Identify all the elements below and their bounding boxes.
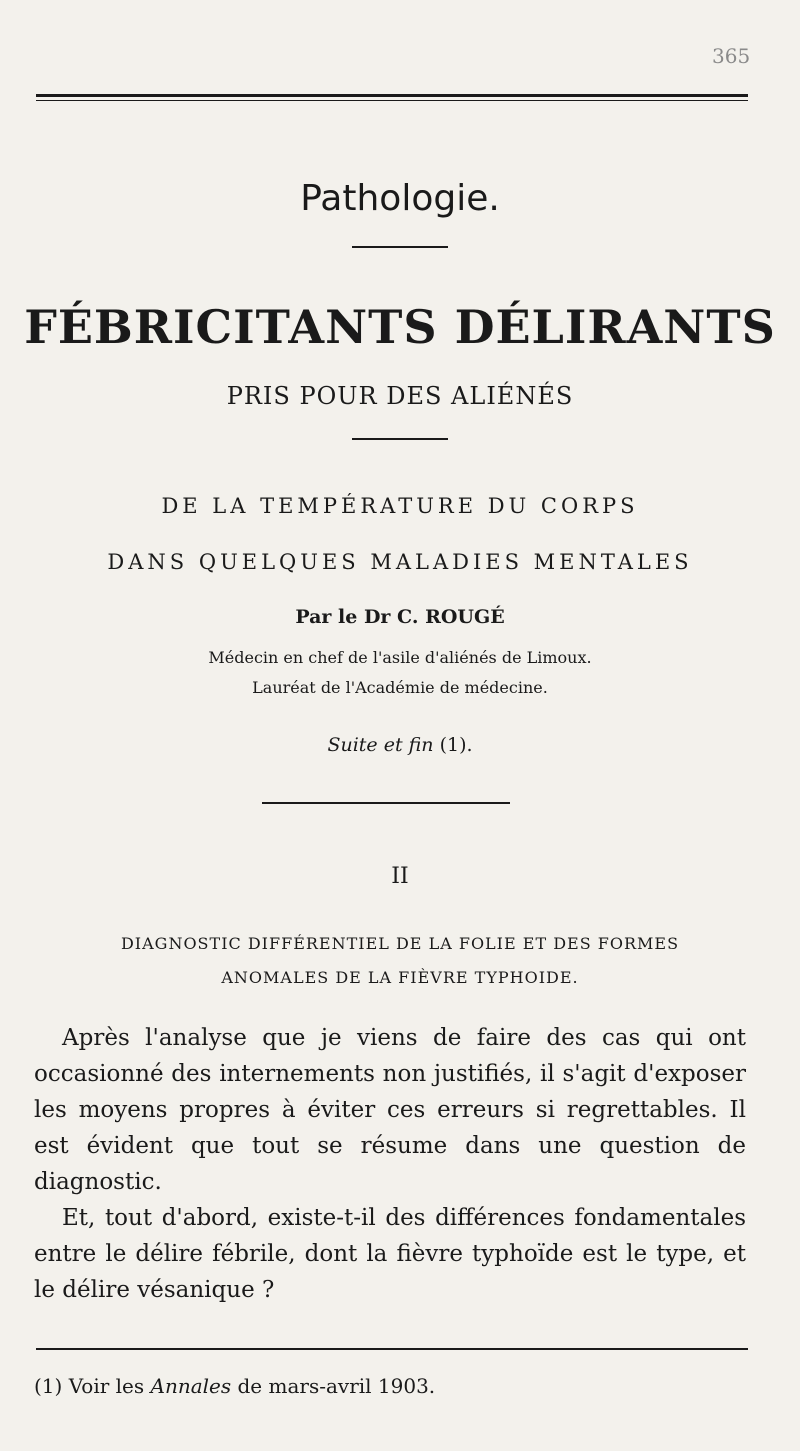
paragraph: Après l'analyse que je viens de faire des cas qui ont occasionné des internements non justifiés, il s'agit d'exposer les moyens propres à éviter ces erreurs si regrettables. Il est évident que tout se résume dans une question de diagnostic. [34,1025,746,1195]
divider [352,438,448,440]
footnote-journal: Annales [150,1374,232,1398]
page-number: 365 [712,44,751,68]
chapter-number: II [391,864,409,889]
header-rule-thin [36,100,748,101]
divider [262,802,510,804]
footnote-suffix: de mars-avril 1903. [237,1374,436,1398]
author-award: Lauréat de l'Académie de médecine. [252,678,548,697]
footnote [34,1374,435,1398]
author-affiliation: Médecin en chef de l'asile d'aliénés de Limoux. [208,648,592,667]
footnote-ref: (1). [439,734,473,756]
article-subtitle: PRIS POUR DES ALIÉNÉS [226,382,574,410]
author-byline: Par le Dr C. ROUGÉ [295,606,505,628]
chapter-heading-line-1: DIAGNOSTIC DIFFÉRENTIEL DE LA FOLIE ET DES FORMES [120,934,680,953]
divider [352,246,448,248]
paragraph: Et, tout d'abord, existe-t-il des différences fondamentales entre le délire fébrile, dont la fièvre typhoïde est le type, et le délire vésanique ? [34,1205,746,1303]
footnote-rule [36,1348,748,1350]
body-text [34,1020,746,1308]
continuation-text: Suite et fin [327,734,434,756]
chapter-heading-line-2: ANOMALES DE LA FIÈVRE TYPHOIDE. [221,968,579,987]
header-rule [36,94,748,97]
subject-line-1: DE LA TEMPÉRATURE DU CORPS [161,494,639,518]
subject-line-2: DANS QUELQUES MALADIES MENTALES [107,550,693,574]
article-title: FÉBRICITANTS DÉLIRANTS [24,300,776,354]
footnote-prefix: (1) Voir les [34,1374,145,1398]
section-title: Pathologie. [300,178,500,219]
continuation-note [0,734,800,756]
